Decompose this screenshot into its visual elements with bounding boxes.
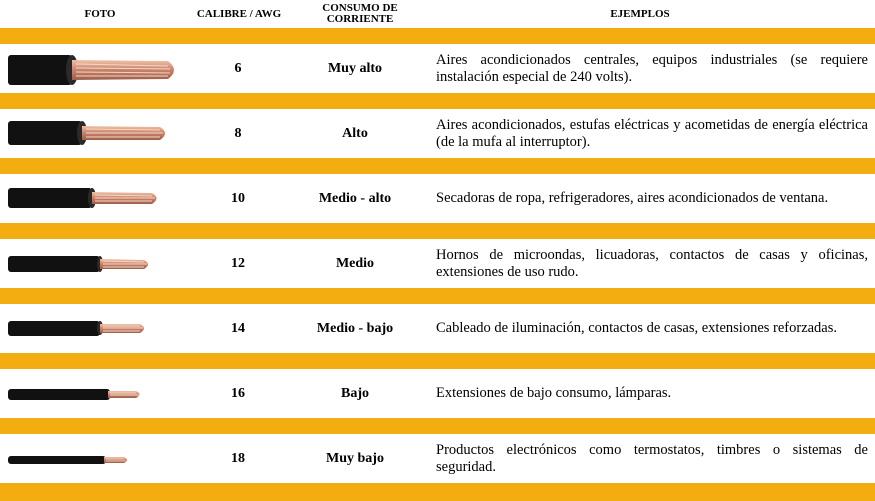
ejemplos-text: Productos electrónicos como termostatos, timbres o sistemas de seguridad.	[436, 441, 868, 475]
copper-cable-icon	[0, 304, 192, 353]
ejemplos-text: Aires acondicionados, estufas eléctricas y acometidas de energía eléctrica (de la mufa al interruptor).	[436, 116, 868, 150]
table-header	[0, 0, 875, 28]
ejemplos-text: Secadoras de ropa, refrigeradores, aires acondicionados de ventana.	[436, 190, 829, 206]
table-row	[0, 44, 875, 93]
header-ejemplos: EJEMPLOS	[610, 7, 670, 20]
separator-stripe	[0, 353, 875, 369]
table-row	[0, 369, 875, 418]
cable-photo	[0, 44, 192, 93]
ejemplos-text: Cableado de iluminación, contactos de casas, extensiones reforzadas.	[436, 320, 838, 336]
copper-cable-icon	[0, 369, 192, 418]
header-calibre: CALIBRE / AWG	[196, 7, 282, 20]
awg-value: 8	[234, 125, 242, 141]
consumo-value: Muy alto	[327, 60, 383, 76]
copper-cable-icon	[0, 109, 192, 158]
thick-copper-cable-icon	[0, 44, 192, 93]
cable-photo	[0, 369, 192, 418]
consumo-value: Medio	[335, 255, 375, 271]
table-row	[0, 434, 875, 483]
copper-cable-icon	[0, 239, 192, 288]
separator-stripe	[0, 158, 875, 174]
awg-value: 18	[231, 450, 245, 466]
separator-stripe	[0, 288, 875, 304]
separator-stripe	[0, 483, 875, 501]
awg-value: 12	[231, 255, 245, 271]
cable-photo	[0, 304, 192, 353]
consumo-value: Bajo	[341, 385, 369, 401]
table-row	[0, 109, 875, 158]
table-row	[0, 174, 875, 223]
cable-photo	[0, 434, 192, 483]
consumo-value: Medio - alto	[318, 190, 392, 206]
copper-cable-icon	[0, 174, 192, 223]
header-consumo: CONSUMO DE CORRIENTE	[322, 2, 398, 25]
separator-stripe	[0, 28, 875, 44]
cable-photo	[0, 239, 192, 288]
awg-value: 16	[231, 385, 245, 401]
table-row	[0, 304, 875, 353]
awg-value: 6	[234, 60, 242, 76]
awg-value: 10	[231, 190, 245, 206]
separator-stripe	[0, 418, 875, 434]
ejemplos-text: Aires acondicionados centrales, equipos industriales (se requiere instalación especial de 240 volts).	[436, 51, 868, 85]
thin-copper-cable-icon	[0, 434, 192, 483]
header-foto: FOTO	[84, 7, 116, 20]
cable-photo	[0, 109, 192, 158]
cable-photo	[0, 174, 192, 223]
consumo-value: Alto	[342, 125, 368, 141]
awg-value: 14	[231, 320, 245, 336]
table-row	[0, 239, 875, 288]
ejemplos-text: Hornos de microondas, licuadoras, contactos de casas y oficinas, extensiones de uso rudo.	[436, 246, 868, 280]
separator-stripe	[0, 93, 875, 109]
ejemplos-text: Extensiones de bajo consumo, lámparas.	[436, 385, 672, 401]
consumo-value: Muy bajo	[326, 450, 384, 466]
consumo-value: Medio - bajo	[316, 320, 394, 336]
separator-stripe	[0, 223, 875, 239]
